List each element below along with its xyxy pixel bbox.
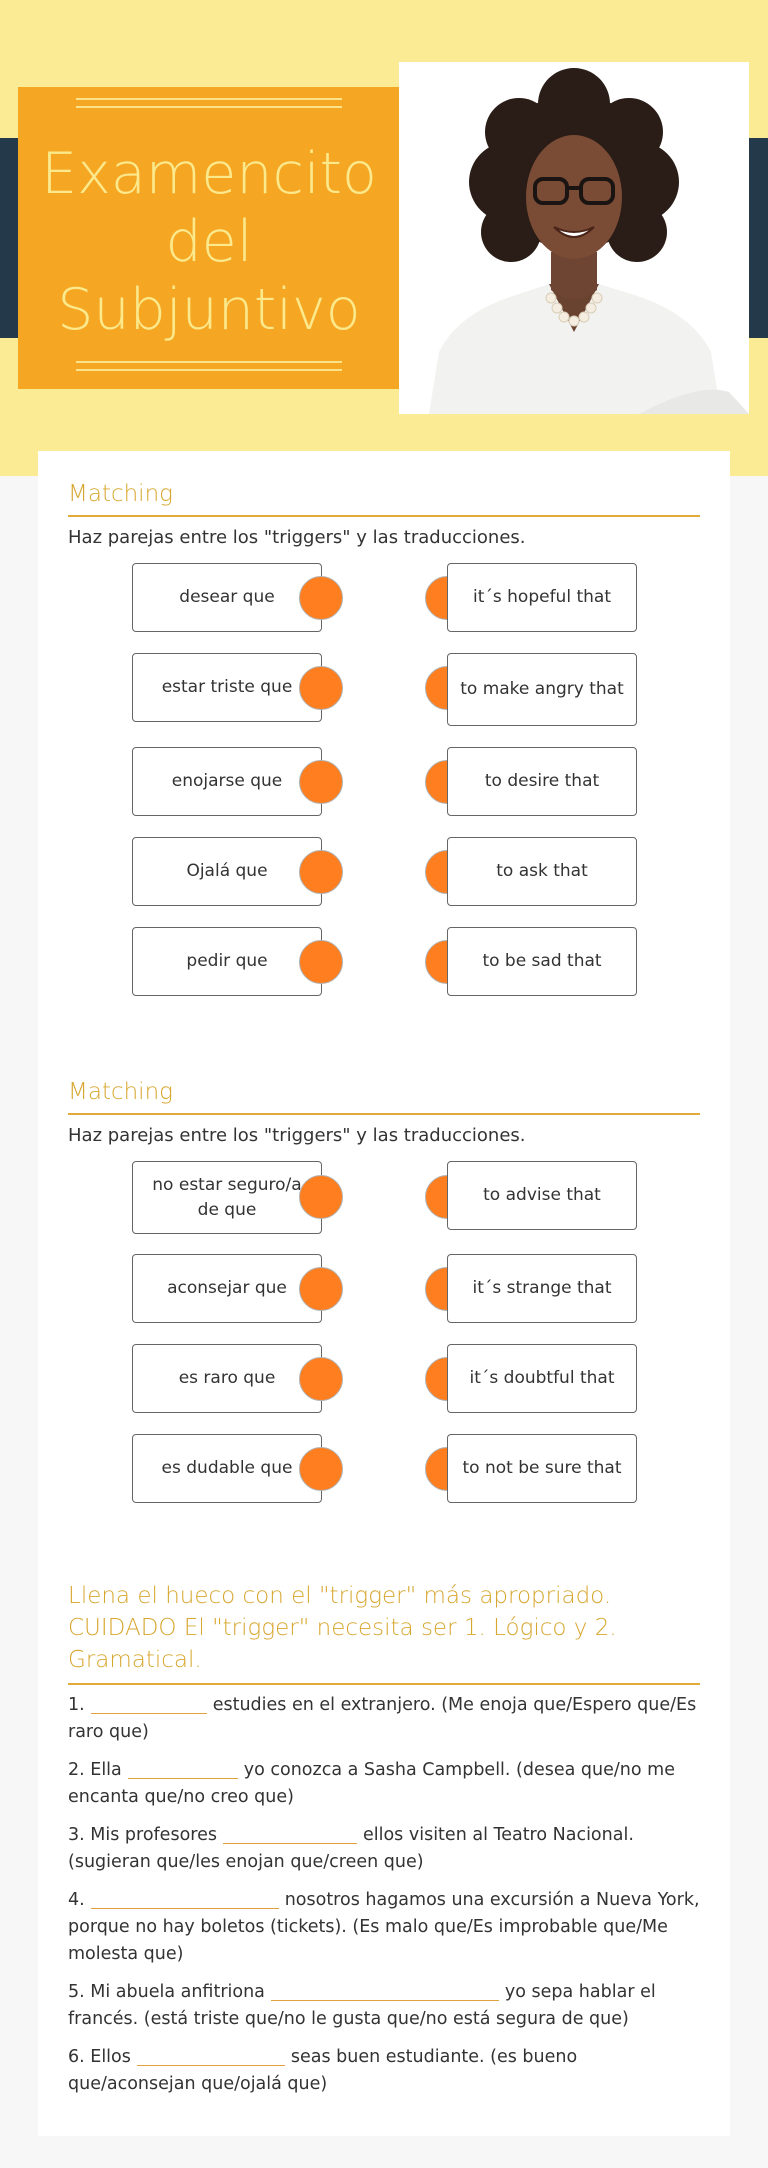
match-left-dot[interactable] <box>299 760 343 804</box>
match-left-dot[interactable] <box>299 940 343 984</box>
match-right-item[interactable]: it´s doubtful that <box>447 1344 637 1413</box>
section-title: Matching <box>68 1079 173 1105</box>
match-right-item[interactable]: to ask that <box>447 837 637 906</box>
fill-question-5 <box>68 1979 708 2033</box>
match-left-dot[interactable] <box>299 1267 343 1311</box>
match-right-item[interactable]: to not be sure that <box>447 1434 637 1503</box>
question-prefix: 1. <box>68 1695 85 1715</box>
title-line: del <box>165 209 253 275</box>
title-rule <box>76 361 342 363</box>
match-left-dot[interactable] <box>299 666 343 710</box>
title-rule <box>76 98 342 100</box>
instructions: Haz parejas entre los "triggers" y las traducciones. <box>68 1125 526 1146</box>
fill-question-4 <box>68 1887 708 1968</box>
match-left-dot[interactable] <box>299 850 343 894</box>
title-rule <box>76 369 342 371</box>
match-left-item[interactable]: Ojalá que <box>132 837 322 906</box>
question-text: nosotros hagamos una excursión a Nueva York, porque no hay boletos (tickets). (Es malo que/Es improbable que/Me molesta que) <box>68 1890 700 1964</box>
section-divider <box>68 515 700 517</box>
fill-question-1 <box>68 1692 708 1746</box>
question-text: seas buen estudiante. (es bueno que/aconsejan que/ojalá que) <box>68 2047 578 2094</box>
answer-blank[interactable] <box>91 1698 207 1714</box>
portrait-photo <box>399 62 749 414</box>
match-right-item[interactable]: to advise that <box>447 1161 637 1230</box>
question-text: ellos visiten al Teatro Nacional. (sugieran que/les enojan que/creen que) <box>68 1825 634 1872</box>
fill-question-3 <box>68 1822 708 1876</box>
section-divider <box>68 1113 700 1115</box>
section-title: Matching <box>68 481 173 507</box>
match-left-dot[interactable] <box>299 576 343 620</box>
section-title: Llena el hueco con el "trigger" más apropriado. CUIDADO El "trigger" necesita ser 1. Lógico y 2. Gramatical. <box>68 1583 617 1673</box>
title-rule <box>76 106 342 108</box>
title-box <box>18 87 400 389</box>
match-left-item[interactable]: estar triste que <box>132 653 322 722</box>
answer-blank[interactable] <box>137 2050 285 2066</box>
instructions: Haz parejas entre los "triggers" y las traducciones. <box>68 527 526 548</box>
answer-blank[interactable] <box>223 1828 357 1844</box>
match-left-item[interactable]: pedir que <box>132 927 322 996</box>
match-left-dot[interactable] <box>299 1357 343 1401</box>
fill-question-2 <box>68 1757 708 1811</box>
match-left-item[interactable]: desear que <box>132 563 322 632</box>
answer-blank[interactable] <box>271 1985 499 2001</box>
question-text: yo conozca a Sasha Campbell. (desea que/no me encanta que/no creo que) <box>68 1760 675 1807</box>
question-prefix: 2. Ella <box>68 1760 122 1780</box>
match-left-item[interactable]: enojarse que <box>132 747 322 816</box>
match-left-dot[interactable] <box>299 1447 343 1491</box>
question-prefix: 4. <box>68 1890 85 1910</box>
match-left-item[interactable]: no estar seguro/a de que <box>132 1161 322 1234</box>
match-right-item[interactable]: it´s hopeful that <box>447 563 637 632</box>
title-line: Subjuntivo <box>57 277 361 343</box>
question-prefix: 5. Mi abuela anfitriona <box>68 1982 265 2002</box>
content-card <box>38 451 730 2136</box>
question-prefix: 6. Ellos <box>68 2047 131 2067</box>
match-right-item[interactable]: to desire that <box>447 747 637 816</box>
match-left-item[interactable]: aconsejar que <box>132 1254 322 1323</box>
page-title <box>18 133 400 351</box>
title-line: Examencito <box>41 141 377 207</box>
match-right-item[interactable]: it´s strange that <box>447 1254 637 1323</box>
question-text: estudies en el extranjero. (Me enoja que/Espero que/Es raro que) <box>68 1695 697 1742</box>
fill-question-6 <box>68 2044 708 2098</box>
answer-blank[interactable] <box>91 1893 279 1909</box>
match-left-item[interactable]: es raro que <box>132 1344 322 1413</box>
question-prefix: 3. Mis profesores <box>68 1825 217 1845</box>
match-right-item[interactable]: to be sad that <box>447 927 637 996</box>
section-divider <box>68 1683 700 1685</box>
question-text: yo sepa hablar el francés. (está triste que/no le gusta que/no está segura de que) <box>68 1982 656 2029</box>
match-right-item[interactable]: to make angry that <box>447 653 637 726</box>
match-left-dot[interactable] <box>299 1175 343 1219</box>
match-left-item[interactable]: es dudable que <box>132 1434 322 1503</box>
answer-blank[interactable] <box>128 1763 238 1779</box>
